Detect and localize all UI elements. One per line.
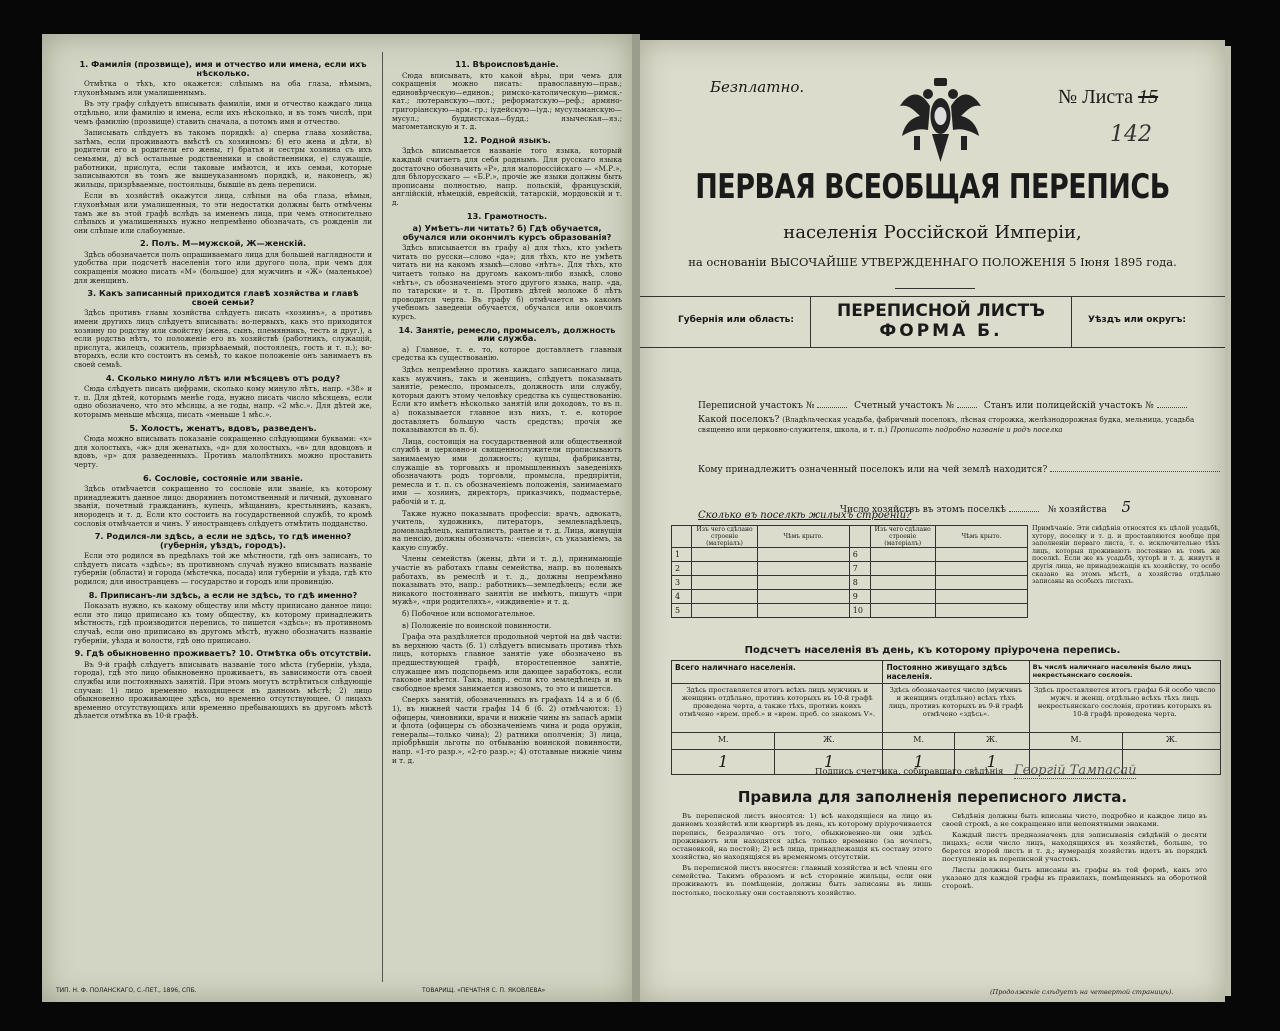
printer-footer-left: ТИП. Н. Ф. ПОЛАНСКАГО, С.-ПЕТ., 1896, СПБ. (56, 987, 197, 994)
row-number: 1 (672, 548, 692, 562)
rule-paragraph: Каждый листъ предназначенъ для записыванія свѣдѣній о десяти лицахъ; если число лицъ, находящихся въ хозяйствѣ, больше, то берется второй листъ и т. д.; нумерація хозяйствъ идетъ въ порядкѣ поступленія въ переписной участокъ. (942, 830, 1207, 864)
settlement-hint: (Владѣльческая усадьба, фабричный поселокъ, лѣсная сторожка, желѣзнодорожная будка, мельница, усадьба священно или церковно-служителя, школа, и т. п.) (698, 416, 1195, 434)
population-title: Подсчетъ населенія въ день, къ которому пріурочена перепись. (744, 645, 1121, 656)
material-cell (692, 604, 757, 618)
province-label: Губернія или область: (678, 315, 794, 325)
material-cell (870, 548, 935, 562)
instruction-paragraph: Графа эта раздѣляется продольной чертой на двѣ части: въ верхнюю часть (б. 1) слѣдуетъ вписывать противъ тѣхъ лицъ, которыхъ главное занятіе уже обозначено въ предшествующей графѣ, второстепенное занятіе, служащее имъ подспорьемъ или дающее заработокъ, если таковое имѣется. Такъ, напр., если кто земледѣлецъ и въ свободное время занимается извозомъ, то это и пишется. (392, 632, 622, 693)
settlement-hint-2: Прописать подробно названіе и родъ поселка (890, 426, 1063, 434)
signature-label: Подпись счетчика, собиравшаго свѣдѣнія (815, 767, 1004, 777)
buildings-title: Сколько въ поселкѣ жилыхъ строеній? (698, 510, 912, 521)
page-title: ПЕРВАЯ ВСЕОБЩАЯ ПЕРЕПИСЬ (695, 168, 1170, 207)
rule-paragraph: Въ переписной листъ вносятся: главный хозяйства и всѣ члены его семейства. Такимъ образомъ и всѣ сторонніе жильцы, если они проживаютъ въ помѣщеніи, должны быть записаны въ лишь постолько, поскольку они составляютъ хозяйство. (672, 863, 932, 897)
row-number: 10 (849, 604, 870, 618)
instruction-paragraph: Здѣсь вписывается названіе того языка, который каждый считаетъ для себя роднымъ. Для русскаго языка достаточно обозначить «Р», для малороссійскаго — «М.Р.», для бѣлорусскаго — «Б.Р.», прочіе же языки должны быть прописаны полностью, напр. польскій, французскій, англійскій, нѣмецкій, еврейскій, татарскій, мордовскій и т. д. (392, 146, 622, 207)
instruction-heading: 8. Приписанъ-ли здѣсь, а если не здѣсь, то гдѣ именно? (88, 589, 358, 600)
row-number: 3 (672, 576, 692, 590)
instruction-paragraph: Здѣсь непремѣнно противъ каждаго записаннаго лица, какъ мужчинъ, такъ и женщинъ, слѣдуетъ показывать занятіе, ремесло, промыселъ, должность или службу, которыя даютъ этому человѣку средства къ существованію. Если кто имѣетъ нѣсколько занятій или доходовъ, то въ п. а) показывается главное изъ нихъ, т. е. которое доставляетъ большую часть средствъ; прочія же показываются въ п. б). (392, 365, 622, 435)
form-header-box (640, 296, 1225, 348)
instruction-paragraph: Показать нужно, къ какому обществу или мѣсту приписано данное лицо: если это лицо приписано къ тому обществу, къ которому принадлежитъ мѣстность, гдѣ производится перепись, то пишется «здѣсь»; въ противномъ случаѣ, если оно приписано въ другомъ мѣстѣ, нужно обозначить названіе губерніи, уѣзда и волости, гдѣ оно приписано. (74, 601, 372, 645)
material-header-2: Изъ чего сдѣлано строеніе (матеріалъ) (870, 526, 935, 548)
instruction-heading: 6. Сословіе, состояніе или званіе. (142, 472, 303, 483)
owner-row (698, 462, 1220, 475)
male-col: М. (883, 733, 954, 750)
row-number: 7 (849, 562, 870, 576)
roof-header: Чѣмъ крыто. (757, 526, 849, 548)
column-divider (382, 52, 383, 982)
roof-cell (757, 576, 849, 590)
left-page (42, 34, 632, 1002)
male-col: М. (1029, 733, 1123, 750)
rule-paragraph: Свѣдѣнія должны быть вписаны чисто, подробно и каждое лицо въ своей строкѣ, а не сокращенно или непонятными знаками. (942, 812, 1207, 829)
instruction-paragraph: в) Положеніе по воинской повинности. (402, 620, 552, 630)
material-cell (870, 576, 935, 590)
instruction-paragraph: Отмѣтка о тѣхъ, кто окажется: слѣпымъ на оба глаза, нѣмымъ, глухонѣмымъ или умалишеннымъ. (74, 79, 372, 97)
legal-basis: на основаніи ВЫСОЧАЙШЕ УТВЕРЖДЕННАГО ПОЛОЖЕНІЯ 5 Іюня 1895 года. (688, 255, 1177, 269)
counting-district-label: Счетный участокъ № (854, 401, 955, 411)
instruction-heading: а) Умѣетъ-ли читать? б) Гдѣ обучается, обучался или окончилъ курсъ образованія? (402, 223, 612, 242)
total-male-value: 1 (672, 750, 775, 775)
row-number: 8 (849, 576, 870, 590)
non-peasant-header: Въ числѣ наличнаго населенія было лицъ некрестьянскаго сословія. (1029, 661, 1220, 684)
instructions-column-1 (74, 56, 372, 981)
form-title-block (810, 297, 1072, 347)
divider (895, 288, 975, 289)
table-row (672, 590, 1028, 604)
instruction-heading: 4. Сколько минуло лѣтъ или мѣсяцевъ отъ роду? (105, 372, 341, 383)
row-number: 6 (849, 548, 870, 562)
material-cell (870, 604, 935, 618)
sheet-number-handwritten: 142 (1110, 122, 1152, 147)
female-col: Ж. (1123, 733, 1221, 750)
instructions-column-2 (392, 56, 622, 981)
instruction-heading: 13. Грамотность. (466, 210, 548, 221)
instruction-paragraph: Здѣсь отмѣчается сокращенно то сословіе или званіе, къ которому принадлежитъ данное лицо: дворянинъ потомственный и личный, духовнаго званія, почетный гражданинъ, купецъ, мѣщанинъ, крестьянинъ, казакъ, инородецъ и т. д. Если кто состоитъ на государственной службѣ, то кромѣ сословія отмѣчается и чинъ. У иностранцевъ слѣдуетъ отмѣтить подданство. (74, 484, 372, 528)
instruction-heading: 2. Полъ. М—мужской, Ж—женскій. (139, 238, 307, 249)
instruction-paragraph: Сюда можно вписывать показаніе сокращенно слѣдующими буквами: «х» для холостыхъ, «ж» для женатыхъ, «д» для холостыхъ, «в» для вдовцовъ и вдовъ, «р» для разведенныхъ. Противъ малолѣтнихъ можно проставить черту. (74, 434, 372, 469)
instruction-heading: 9. Гдѣ обыкновенно проживаетъ? 10. Отмѣтка объ отсутствіи. (74, 648, 372, 659)
signature-value: Георгій Тампасай (1014, 763, 1137, 778)
table-row (672, 576, 1028, 590)
material-cell (692, 576, 757, 590)
material-cell (870, 562, 935, 576)
households-label: Число хозяйствъ въ этомъ поселкѣ (840, 505, 1006, 515)
police-district-label: Станъ или полицейскій участокъ № (983, 401, 1154, 411)
total-female-value: 1 (775, 750, 883, 775)
rules-title: Правила для заполненія переписного листа. (737, 788, 1128, 806)
right-page (640, 40, 1225, 1002)
roof-cell (757, 590, 849, 604)
sheet-number-printed: 15 (1138, 86, 1159, 108)
instruction-heading: 12. Родной языкъ. (463, 134, 551, 145)
district-fields-row (698, 398, 1187, 411)
instruction-paragraph: Здѣсь противъ главы хозяйства слѣдуетъ писать «хозяинъ», а противъ имени другихъ лицъ слѣдуетъ вписывать: во-первыхъ, какъ это приходится хозяину по родству или свойству (жена, сынъ, племянникъ, тесть и друг.), а если родства нѣтъ, то положеніе его въ хозяйствѣ (работникъ, служащій, прислуга, жилецъ, сожитель, призрѣваемый, постоялецъ, гость и т. п.); во-вторыхъ, если кто состоитъ въ семьѣ, то какое положеніе онъ занимаетъ въ своей семьѣ. (74, 308, 372, 369)
instruction-paragraph: Сюда слѣдуетъ писать цифрами, сколько кому минуло лѣтъ, напр. «38» и т. п. Для дѣтей, которымъ менѣе года, нужно писать число мѣсяцевъ, если одно обозначено, что это мѣсяцы, а не годы, напр. «2 мѣс.». Для дѣтей же, которымъ меньше мѣсяца, писать «меньше 1 мѣс.». (74, 384, 372, 419)
instruction-paragraph: Лица, состоящія на государственной или общественной службѣ и церковно-и священнослужители прописываютъ занимаемую ими должность; купцы, фабриканты, служащіе въ торговыхъ и промышленныхъ заведеніяхъ обозначаютъ родъ торговли, промысла, предпріятія, ремесла и т. п. съ обозначеніемъ положенія, занимаемаго ими — хозяинъ, директоръ, приказчикъ, подмастерье, рабочій и т. д. (392, 436, 622, 506)
enumerator-signature-row (815, 763, 1136, 778)
roof-cell (757, 604, 849, 618)
printer-footer-right: ТОВАРИЩ. «ПЕЧАТНЯ С. П. ЯКОВЛЕВА» (422, 987, 546, 994)
roof-cell (935, 562, 1027, 576)
permanent-population-header: Постоянно живущаго здѣсь населенія. (883, 661, 1029, 684)
table-row (672, 548, 1028, 562)
female-col: Ж. (775, 733, 883, 750)
total-population-header: Всего наличнаго населенія. (672, 661, 883, 684)
total-population-desc: Здѣсь проставляется итогъ всѣхъ лицъ мужчинъ и женщинъ отдѣльно, противъ которыхъ въ 10-й графѣ проведена черта, а также тѣхъ, противъ коихъ отмѣчено «врем. преб.» и «врем. преб. со знакомъ V». (672, 684, 883, 733)
instruction-paragraph: Сверхъ занятій, обозначенныхъ въ графахъ 14 а и б (б. 1), въ нижней части графы 14 б (б. 2) отмѣчаются: 1) офицеры, чиновники, врачи и нижніе чины въ запасѣ арміи и флота (офицеры съ обозначеніемъ чина и рода оружія, генералы—только чина); 2) ратники ополченія; 3) лица, пріобрѣвшія льготы по отбыванію воинской повинности, напр. «1-го разр.», «2-го разр.»; 4) отставные нижніе чины и т. д. (392, 695, 622, 765)
sheet-title: ПЕРЕПИСНОЙ ЛИСТЪ (836, 301, 1046, 321)
district-label: Уѣздъ или округъ: (1088, 315, 1186, 325)
row-number: 9 (849, 590, 870, 604)
instruction-paragraph: Члены семействъ (жены, дѣти и т. д.), принимающіе участіе въ работахъ главы семейства, напр. въ полевыхъ работахъ, въ ремеслѣ и т. д., должны непремѣнно показывать это, напр.: работникъ—земледѣлецъ; если же никакого постояннаго занятія не имѣютъ, пишутъ «при мужѣ», «при родителяхъ», «иждивеніе» и т. д. (392, 554, 622, 607)
instruction-paragraph: б) Побочное или вспомогательное. (402, 609, 536, 619)
instruction-heading: 7. Родился-ли здѣсь, а если не здѣсь, то гдѣ именно? (губернія, уѣздъ, городъ). (94, 531, 352, 550)
male-col: М. (672, 733, 775, 750)
buildings-table (671, 525, 1028, 618)
row-number: 5 (672, 604, 692, 618)
household-number-label: № хозяйства (1047, 505, 1107, 515)
permanent-population-desc: Здѣсь обозначается число (мужчинъ и женщинъ отдѣльно) всѣхъ тѣхъ лицъ, противъ которыхъ въ 9-й графѣ отмѣчено «здѣсь». (883, 684, 1029, 733)
instruction-paragraph: Здѣсь обозначается полъ опрашиваемаго лица для большей наглядности и удобства при подсчетѣ населенія того или другого пола, при чемъ для сокращенія можно писать «М» (большое) для мужчинъ и «Ж» (маленькое) для женщинъ. (74, 249, 372, 285)
instruction-paragraph: Если это родился въ предѣлахъ той же мѣстности, гдѣ онъ записанъ, то слѣдуетъ писать «здѣсь»; въ противномъ случаѣ нужно вписывать названіе губерніи (области) и города (мѣстечка, посада) или губерніи и уѣзда, гдѣ кто родился; для иностранцевъ — государство и городъ или провинцію. (74, 551, 372, 587)
material-cell (870, 590, 935, 604)
non-peasant-desc: Здѣсь проставляется итогъ графы 6-й особо число мужч. и женщ. отдѣльно всѣхъ тѣхъ лицъ некрестьянскаго сословія, противъ которыхъ въ 10-й графѣ проведена черта. (1029, 684, 1220, 733)
instruction-paragraph: Въ эту графу слѣдуетъ вписывать фамиліи, имя и отчество каждаго лица отдѣльно, или фамилію и имена, если ихъ нѣсколько, и въ томъ числѣ, при чемъ фамилію (прозвище) ставить сначала, а потомъ имя и отчество. (74, 99, 372, 126)
instruction-paragraph: а) Главное, т. е. то, которое доставляетъ главныя средства къ существованію. (392, 344, 622, 363)
owner-label: Кому принадлежитъ означенный поселокъ или на чей землѣ находится? (698, 465, 1048, 475)
rules-column-2 (942, 812, 1207, 992)
permanent-male-value: 1 (883, 750, 954, 775)
rules-continuation: (Продолженіе слѣдуетъ на четвертой страницѣ). (990, 988, 1174, 996)
form-label: ФОРМА Б. (879, 321, 1003, 341)
household-number-value: 5 (1121, 498, 1132, 516)
instruction-heading: 1. Фамилія (прозвище), имя и отчество или имена, если ихъ нѣсколько. (79, 59, 367, 78)
instruction-heading: 5. Холостъ, женатъ, вдовъ, разведенъ. (129, 422, 317, 433)
material-header: Изъ чего сдѣлано строеніе (матеріалъ) (692, 526, 757, 548)
instruction-paragraph: Сюда вписывать, кто какой вѣры, при чемъ для сокращенія можно писать: православную—прав.; единовѣрческую—единов.; римско-католическую—римск.-кат.; лютеранскую—лют.; реформатскую—реф.; армяно-григоріанскую—арм.-гр.; іудейскую—іуд.; мусульманскую—мусул.; буддистская—будд.; языческая—яз.; магометанскую и т. д. (392, 70, 622, 132)
material-cell (692, 548, 757, 562)
instruction-paragraph: Здѣсь вписывается въ графу а) для тѣхъ, кто умѣетъ читать по русски—слово «да»; для тѣхъ, кто не умѣетъ читать ни на какомъ языкѣ—слово «нѣтъ». Для тѣхъ, кто читаетъ только на другомъ какомъ-либо языкѣ, слово «нѣтъ», съ обозначеніемъ этого другого языка, напр. «да, по татарски» и т. п. Противъ дѣтей моложе 8 лѣтъ проводится черта. Въ графу б) отмѣчается въ какомъ учебномъ заведеніи обучается, обучался или окончилъ курсъ. (392, 243, 622, 322)
roof-cell (935, 548, 1027, 562)
instruction-paragraph: Записывать слѣдуетъ въ такомъ порядкѣ: а) сперва глава хозяйства, затѣмъ, если проживаютъ вмѣстѣ съ хозяиномъ: б) его жена и дѣти, в) родители его и родители его жены, г) братья и сестры хозяина съ ихъ семьями, д) всѣ остальные родственники и свойственники, е) служащіе, работники, прислуга, если таковые имѣются, и ихъ семьи, которые записываются въ томъ же вышеуказанномъ порядкѣ, и, наконецъ, ж) жильцы, призрѣваемые, постояльцы, бывшіе въ день переписи. (74, 128, 372, 189)
roof-cell (757, 562, 849, 576)
roof-cell (935, 590, 1027, 604)
material-cell (692, 590, 757, 604)
roof-cell (757, 548, 849, 562)
rule-paragraph: Листы должны быть вписаны въ графы въ той формѣ, какъ это указано для каждой графы въ правилахъ, помѣщенныхъ на оборотной сторонѣ. (942, 865, 1207, 891)
double-headed-eagle-emblem (898, 76, 983, 166)
census-district-label: Переписной участокъ № (698, 401, 815, 411)
table-row (672, 562, 1028, 576)
permanent-female-value: 1 (954, 750, 1029, 775)
material-cell (692, 562, 757, 576)
settlement-row (698, 415, 1198, 435)
roof-cell (935, 576, 1027, 590)
table-row (672, 604, 1028, 618)
free-label: Безплатно. (710, 78, 805, 96)
row-number: 2 (672, 562, 692, 576)
non-peasant-female-value (1123, 750, 1221, 775)
instruction-heading: 11. Вѣроисповѣданіе. (455, 59, 559, 69)
rule-paragraph: Въ переписной листъ вносятся: 1) всѣ находящіеся на лицо въ данномъ хозяйствѣ или квартирѣ въ день, къ которому пріурочивается перепись, безразлично отъ того, обыкновенно-ли они здѣсь проживаютъ или находятся здѣсь только временно (за ночлегъ, остановкой, на постой); 2) всѣ лица, принадлежащія къ составу этого хозяйства, но находящіяся въ временномъ отсутствіи. (672, 812, 932, 862)
instruction-heading: 14. Занятіе, ремесло, промыселъ, должность или служба. (398, 324, 616, 344)
instruction-paragraph: Въ 9-й графѣ слѣдуетъ вписывать названіе того мѣста (губерніи, уѣзда, города), гдѣ это лицо обыкновенно проживаетъ, въ зависимости отъ своей службы или постоянныхъ занятій. При этомъ могутъ встрѣтиться слѣдующіе случаи: 1) лицо временно находящееся въ данномъ мѣстѣ; 2) лицо обыкновенно проживающее здѣсь, но временно отсутствующее. О лицахъ временно отсутствующихъ или временно пребывающихъ въ другомъ мѣстѣ дѣлается отмѣтка въ 10-й графѣ. (74, 659, 372, 721)
page-subtitle: населенія Россійской Имперіи, (783, 222, 1082, 243)
roof-cell (935, 604, 1027, 618)
row-number: 4 (672, 590, 692, 604)
instruction-heading: 3. Какъ записанный приходится главѣ хозяйства и главѣ своей семьи? (87, 288, 359, 307)
roof-header-2: Чѣмъ крыто. (935, 526, 1027, 548)
instruction-paragraph: Также нужно показывать профессіи: врачъ, адвокатъ, учитель, художникъ, литераторъ, землевладѣлецъ, домовладѣлецъ, капиталистъ, рантье и т. д. Лица, живущія на пенсію, должны обозначать: «пенсія», съ указаніемъ, за какую службу. (392, 508, 622, 552)
buildings-note: Примѣчаніе. Эти свѣдѣнія относятся къ цѣлой усадьбѣ, хутору, поселку и т. д. и проставляются вообще при заполненіи перваго листа, т. е. исключительно тѣхъ лицъ, которыя проживаютъ постоянно въ томъ же поселкѣ. Если же въ усадьбѣ, хуторѣ и т. д. живутъ и другія лица, не принадлежащія къ хозяйству, то особо сказано на этомъ мѣстѣ, а хозяйства отдѣльно записаны на особыхъ листахъ. (1032, 525, 1220, 586)
page-edge (632, 34, 640, 1002)
population-table (671, 660, 1221, 775)
settlement-label: Какой поселокъ? (698, 415, 780, 425)
sheet-label: № Листа (1058, 86, 1134, 108)
sheet-number (1058, 86, 1158, 109)
instruction-paragraph: Если въ хозяйствѣ окажутся лица, слѣпыя на оба глаза, нѣмыя, глухонѣмыя или умалишенныя, то эти недостатки должны быть отмѣчены тамъ же въ этой графѣ вслѣдъ за именемъ лица, при чемъ относительно слѣпыхъ и умалишенныхъ нужно непремѣнно обозначать, съ рожденія ли они слѣпые или слабоумные. (74, 191, 372, 235)
female-col: Ж. (954, 733, 1029, 750)
page-edge (1225, 46, 1231, 996)
rules-column-1 (672, 812, 932, 992)
